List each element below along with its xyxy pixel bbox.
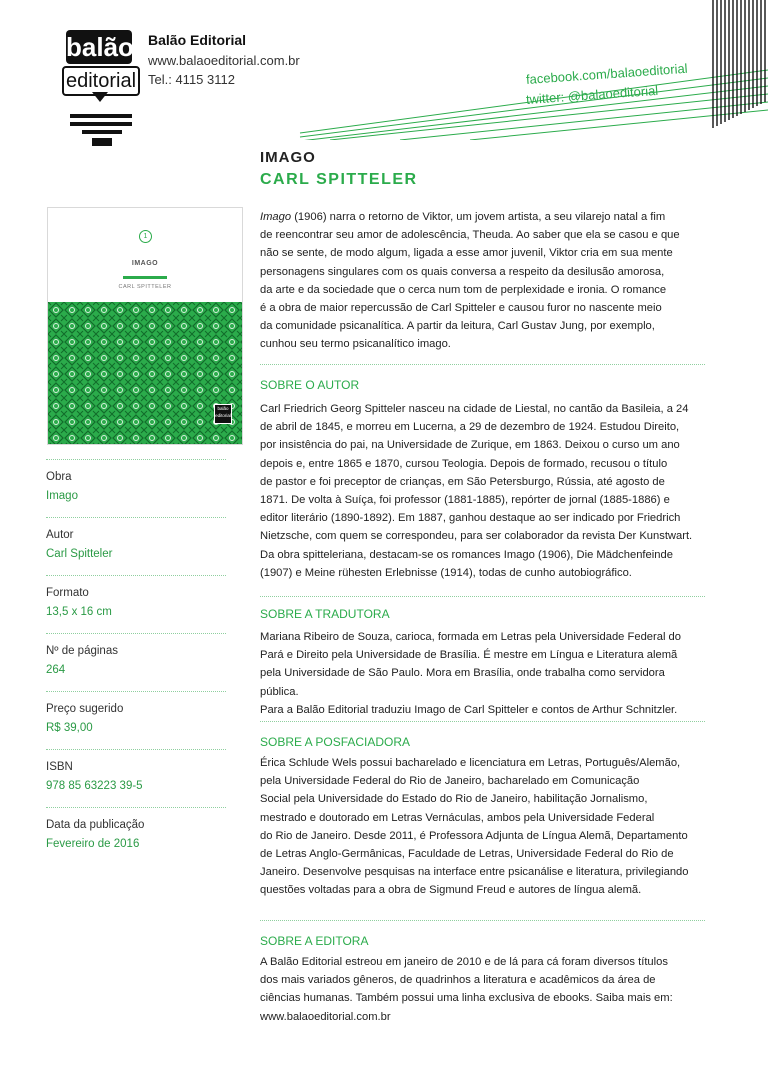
sidebar-divider bbox=[46, 633, 226, 634]
logo-stripe bbox=[70, 122, 132, 126]
cover-publisher-seal bbox=[214, 404, 232, 424]
logo-balloon-tail bbox=[92, 92, 108, 102]
tradutora-line: Pará e Direito pela Universidade de Brasília. É mestre em Língua e Literatura alemã bbox=[260, 649, 678, 662]
logo-stripe bbox=[70, 114, 132, 118]
divider bbox=[260, 364, 705, 365]
cover-title: IMAGO bbox=[131, 260, 159, 267]
facebook-link[interactable]: facebook.com/balaoeditorial bbox=[525, 60, 689, 87]
cover-accent-bar bbox=[123, 276, 167, 279]
autor-line: por insistência do pai, na Universidade de Zurique, em 1863. Deixou o curso um ano bbox=[260, 439, 680, 452]
autor-line: de abril de 1845, e morreu em Lucerna, a 29 de dezembro de 1924. Estudou Direito, bbox=[260, 421, 680, 434]
section-heading-autor: SOBRE O AUTOR bbox=[260, 378, 360, 392]
sidebar-value-obra: Imago bbox=[46, 490, 78, 502]
logo-word-editorial: editorial bbox=[62, 66, 140, 96]
autor-line: Nietzsche, com quem se correspondeu, para ser colaborador da revista Der Kunstwart. bbox=[260, 530, 693, 543]
logo-stripe bbox=[82, 130, 122, 134]
synopsis-line: da comunidade psicanalítica. A partir da leitura, Carl Gustav Jung, por exemplo, bbox=[260, 320, 655, 333]
section-heading-tradutora: SOBRE A TRADUTORA bbox=[260, 607, 390, 621]
publisher-website[interactable]: www.balaoeditorial.com.br bbox=[148, 53, 300, 68]
tradutora-line: Para a Balão Editorial traduziu Imago de Carl Spitteler e contos de Arthur Schnitzler. bbox=[260, 703, 678, 716]
editora-website-link[interactable]: www.balaoeditorial.com.br bbox=[260, 1010, 391, 1023]
autor-line: Da obra spitteleriana, destacam-se os romances Imago (1906), Die Mädchenfeinde bbox=[260, 548, 673, 561]
sidebar-value-preco: R$ 39,00 bbox=[46, 722, 93, 734]
posfaciadora-line: questões voltadas para a obra de Sigmund Freud e autores de língua alemã. bbox=[260, 884, 642, 897]
sidebar-divider bbox=[46, 459, 226, 460]
logo-base bbox=[92, 138, 112, 146]
cover-seal-text: balão editorial bbox=[215, 406, 231, 418]
autor-line: (1907) e Meine rühesten Erlebnisse (1914), todas de cunho autobiográfico. bbox=[260, 566, 632, 579]
editora-line: dos mais variados gêneros, de quadrinhos a literatura e acadêmicos da área de bbox=[260, 974, 656, 987]
sidebar-label-paginas: Nº de páginas bbox=[46, 645, 118, 657]
autor-line: de pastor e foi preceptor de crianças, em São Petersburgo, Rússia, até agosto de bbox=[260, 475, 665, 488]
tradutora-line: pela Universidade de São Paulo. Mora em Brasília, onde trabalha como servidora pública. bbox=[260, 667, 665, 698]
synopsis-title: Imago bbox=[260, 211, 292, 223]
sidebar-divider bbox=[46, 807, 226, 808]
posfaciadora-line: Janeiro. Desenvolve pesquisas na interface entre psicanálise e literatura, privilegiando bbox=[260, 866, 689, 879]
twitter-link[interactable]: twitter: @balaoeditorial bbox=[525, 82, 659, 107]
posfaciadora-line: mestrado e doutorado em Letras Vernáculas, ambos pela Universidade Federal bbox=[260, 811, 655, 824]
synopsis-line: da arte e da sociedade que o cerca num tom de perplexidade e ironia. O romance bbox=[260, 283, 667, 296]
autor-line: Carl Friedrich Georg Spitteler nasceu na cidade de Liestal, no cantão da Basileia, a 24 bbox=[260, 403, 689, 415]
autor-line: 1871. De volta à Suíça, foi professor (1881-1885), repórter de jornal (1885-1886) e bbox=[260, 494, 670, 507]
sidebar-value-data: Fevereiro de 2016 bbox=[46, 838, 140, 850]
sidebar-label-isbn: ISBN bbox=[46, 761, 73, 773]
editora-line: ciências humanas. Também possui uma linha exclusiva de ebooks. Saiba mais em: bbox=[260, 992, 673, 1005]
autor-line: depois e, entre 1865 e 1870, cursou Teologia. Depois de formado, recusou o título bbox=[260, 457, 668, 470]
synopsis bbox=[260, 208, 705, 354]
section-body-posfaciadora bbox=[260, 754, 705, 900]
synopsis-line: cunhou seu termo psicanalítico imago. bbox=[260, 338, 451, 351]
divider bbox=[260, 920, 705, 921]
section-body-autor bbox=[260, 400, 705, 582]
sidebar-label-preco: Preço sugerido bbox=[46, 703, 124, 715]
sidebar-value-paginas: 264 bbox=[46, 664, 66, 676]
publisher-phone: Tel.: 4115 3112 bbox=[148, 72, 235, 87]
autor-line: editor literário (1890-1892). Em 1887, ganhou destaque ao ser indicado por Friedrich bbox=[260, 512, 681, 525]
section-body-tradutora bbox=[260, 628, 705, 719]
sidebar-value-autor: Carl Spitteler bbox=[46, 548, 113, 560]
publisher-name: Balão Editorial bbox=[148, 32, 247, 48]
synopsis-line: personagens singulares com os quais conversa a respeito da desilusão amorosa, bbox=[260, 265, 665, 278]
posfaciadora-line: de Letras Anglo-Germânicas, Faculdade de Letras, Universidade Federal do Rio de bbox=[260, 848, 674, 861]
posfaciadora-line: do Rio de Janeiro. Desde 2011, é Professora Adjunta de Língua Alemã, Departamento bbox=[260, 829, 688, 842]
sidebar-divider bbox=[46, 517, 226, 518]
sidebar-label-formato: Formato bbox=[46, 587, 89, 599]
synopsis-line: Imago (1906) narra o retorno de Viktor, um jovem artista, a seu vilarejo natal a fim bbox=[260, 211, 666, 223]
sidebar-divider bbox=[46, 691, 226, 692]
sidebar-divider bbox=[46, 575, 226, 576]
book-title: IMAGO bbox=[260, 149, 316, 166]
section-body-editora bbox=[260, 953, 705, 1026]
cover-pattern bbox=[48, 302, 242, 444]
divider bbox=[260, 721, 705, 722]
cover-badge: 1 bbox=[139, 230, 152, 243]
book-author: CARL SPITTELER bbox=[260, 171, 418, 188]
posfaciadora-line: Social pela Universidade do Estado do Rio de Janeiro, habilitação Jornalismo, bbox=[260, 793, 648, 806]
synopsis-line: é a obra de maior repercussão de Carl Spitteler e causou furor no nascente meio bbox=[260, 302, 662, 315]
divider bbox=[260, 596, 705, 597]
section-heading-editora: SOBRE A EDITORA bbox=[260, 934, 369, 948]
sidebar-value-formato: 13,5 x 16 cm bbox=[46, 606, 112, 618]
cover-author: CARL SPITTELER bbox=[118, 284, 172, 290]
sidebar-label-data: Data da publicação bbox=[46, 819, 145, 831]
posfaciadora-line: pela Universidade Federal do Rio de Janeiro, bacharelado em Comunicação bbox=[260, 775, 640, 788]
logo-word-balao: balão bbox=[66, 32, 134, 62]
cover-pattern-graphic bbox=[48, 302, 242, 444]
sidebar-label-obra: Obra bbox=[46, 471, 72, 483]
editora-line: A Balão Editorial estreou em janeiro de 2010 e de lá para cá foram diversos títulos bbox=[260, 956, 668, 968]
synopsis-line: não se sente, de modo algum, ligada a esse amor juvenil, Viktor cria em sua mente bbox=[260, 247, 673, 260]
tradutora-line: Mariana Ribeiro de Souza, carioca, formada em Letras pela Universidade Federal do bbox=[260, 631, 681, 643]
sidebar-label-autor: Autor bbox=[46, 529, 74, 541]
synopsis-line: de reencontrar seu amor de adolescência, Theuda. Ao saber que ela se casou e que bbox=[260, 229, 680, 242]
section-heading-posfaciadora: SOBRE A POSFACIADORA bbox=[260, 735, 411, 749]
book-cover bbox=[47, 207, 243, 445]
sidebar-value-isbn: 978 85 63223 39-5 bbox=[46, 780, 143, 792]
posfaciadora-line: Érica Schlude Wels possui bacharelado e licenciatura em Letras, Português/Alemão, bbox=[260, 757, 681, 769]
sidebar-divider bbox=[46, 749, 226, 750]
publisher-logo bbox=[62, 28, 138, 104]
